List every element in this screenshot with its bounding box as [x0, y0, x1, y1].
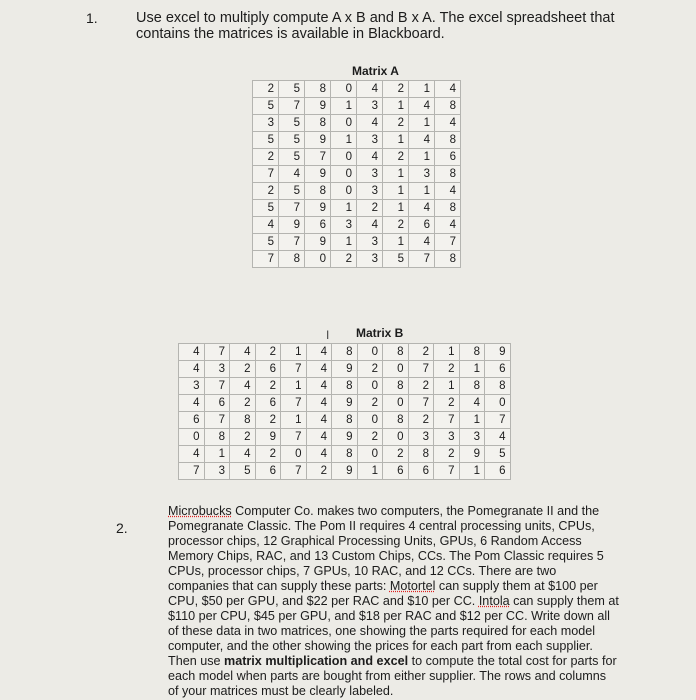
- matrix-cell[interactable]: 2: [255, 412, 281, 429]
- misspelled-word: Motortel: [389, 579, 436, 593]
- matrix-cell[interactable]: 7: [434, 412, 460, 429]
- matrix-cell[interactable]: 7: [281, 463, 307, 480]
- matrix-cell[interactable]: 4: [435, 115, 461, 132]
- matrix-cell[interactable]: 9: [305, 132, 331, 149]
- matrix-cell[interactable]: 4: [179, 395, 205, 412]
- matrix-cell[interactable]: 8: [435, 200, 461, 217]
- matrix-cell[interactable]: 5: [279, 183, 305, 200]
- matrix-cell[interactable]: 3: [434, 429, 460, 446]
- question-1-number: 1.: [86, 10, 98, 26]
- matrix-cell[interactable]: 7: [408, 395, 434, 412]
- misspelled-word: Intola: [478, 594, 510, 608]
- matrix-cell[interactable]: 3: [409, 166, 435, 183]
- matrix-cell[interactable]: 4: [357, 149, 383, 166]
- matrix-cell[interactable]: 4: [459, 395, 485, 412]
- matrix-cell[interactable]: 2: [357, 361, 383, 378]
- matrix-row: [253, 183, 461, 200]
- question-2-line-7: CPU, $50 per GPU, and $22 per RAC and $10 per CC. Intola can supply them at: [168, 594, 619, 608]
- matrix-cell[interactable]: 7: [253, 166, 279, 183]
- matrix-cell[interactable]: 0: [485, 395, 511, 412]
- matrix-cell[interactable]: 4: [306, 412, 332, 429]
- matrix-cell[interactable]: 6: [485, 463, 511, 480]
- matrix-cell[interactable]: 1: [331, 132, 357, 149]
- matrix-cell[interactable]: 2: [408, 344, 434, 361]
- matrix-cell[interactable]: 2: [357, 429, 383, 446]
- matrix-row: [253, 166, 461, 183]
- matrix-cell[interactable]: 4: [230, 378, 256, 395]
- question-2-line-10: computer, and the other showing the prices for each part from each supplier.: [168, 639, 593, 653]
- matrix-row: [179, 429, 511, 446]
- matrix-cell[interactable]: 4: [306, 344, 332, 361]
- matrix-cell[interactable]: 1: [459, 361, 485, 378]
- question-2-line-1: Microbucks Computer Co. makes two computers, the Pomegranate II and the: [168, 504, 600, 518]
- matrix-cell[interactable]: 4: [409, 132, 435, 149]
- matrix-row: [253, 115, 461, 132]
- matrix-cell[interactable]: 2: [255, 344, 281, 361]
- matrix-cell[interactable]: 9: [332, 463, 358, 480]
- matrix-row: [253, 132, 461, 149]
- matrix-cell[interactable]: 8: [408, 446, 434, 463]
- matrix-cell[interactable]: 0: [331, 81, 357, 98]
- matrix-cell[interactable]: 1: [434, 344, 460, 361]
- matrix-cell[interactable]: 5: [485, 446, 511, 463]
- misspelled-word: Microbucks: [168, 504, 232, 518]
- matrix-row: [179, 361, 511, 378]
- matrix-cell[interactable]: 4: [409, 234, 435, 251]
- matrix-cell[interactable]: 4: [357, 115, 383, 132]
- matrix-cell[interactable]: 1: [331, 98, 357, 115]
- matrix-cell[interactable]: 3: [357, 98, 383, 115]
- matrix-cell[interactable]: 2: [383, 115, 409, 132]
- matrix-cell[interactable]: 3: [357, 166, 383, 183]
- matrix-cell[interactable]: 1: [383, 234, 409, 251]
- matrix-row: [253, 251, 461, 268]
- matrix-cell[interactable]: 7: [409, 251, 435, 268]
- question-2-line-8: $110 per CPU, $45 per GPU, and $18 per RAC and $12 per CC. Write down all: [168, 609, 610, 623]
- matrix-cell[interactable]: 8: [459, 378, 485, 395]
- question-2-line-6: companies that can supply these parts: Motortel can supply them at $100 per: [168, 579, 598, 593]
- matrix-cell[interactable]: 1: [383, 183, 409, 200]
- matrix-cell[interactable]: 1: [459, 463, 485, 480]
- matrix-cell[interactable]: 9: [279, 217, 305, 234]
- matrix-cell[interactable]: 4: [435, 81, 461, 98]
- matrix-cell[interactable]: 7: [281, 361, 307, 378]
- matrix-row: [179, 446, 511, 463]
- matrix-cell[interactable]: 3: [331, 217, 357, 234]
- matrix-cell[interactable]: 9: [332, 361, 358, 378]
- matrix-cell[interactable]: 5: [253, 98, 279, 115]
- matrix-cell[interactable]: 8: [332, 378, 358, 395]
- matrix-cell[interactable]: 6: [179, 412, 205, 429]
- matrix-cell[interactable]: 3: [253, 115, 279, 132]
- question-1-line-1: Use excel to multiply compute A x B and B x A. The excel spreadsheet that: [136, 10, 615, 26]
- matrix-row: [253, 217, 461, 234]
- matrix-cell[interactable]: 8: [459, 344, 485, 361]
- matrix-cell[interactable]: 2: [230, 395, 256, 412]
- matrix-cell[interactable]: 9: [485, 344, 511, 361]
- matrix-cell[interactable]: 0: [331, 166, 357, 183]
- matrix-cell[interactable]: 9: [332, 429, 358, 446]
- matrix-cell[interactable]: 1: [409, 81, 435, 98]
- matrix-cell[interactable]: 2: [383, 149, 409, 166]
- matrix-cell[interactable]: 1: [459, 412, 485, 429]
- matrix-cell[interactable]: 2: [230, 429, 256, 446]
- matrix-cell[interactable]: 8: [435, 166, 461, 183]
- matrix-cell[interactable]: 7: [434, 463, 460, 480]
- matrix-cell[interactable]: 0: [305, 251, 331, 268]
- matrix-cell[interactable]: 7: [485, 412, 511, 429]
- matrix-cell[interactable]: 9: [459, 446, 485, 463]
- matrix-cell[interactable]: 1: [409, 149, 435, 166]
- matrix-cell[interactable]: 3: [179, 378, 205, 395]
- matrix-cell[interactable]: 1: [357, 463, 383, 480]
- matrix-cell[interactable]: 1: [204, 446, 230, 463]
- matrix-cell[interactable]: 3: [357, 234, 383, 251]
- matrix-cell[interactable]: 7: [279, 200, 305, 217]
- matrix-cell[interactable]: 0: [383, 361, 409, 378]
- matrix-row: [179, 344, 511, 361]
- matrix-cell[interactable]: 8: [435, 98, 461, 115]
- matrix-cell[interactable]: 4: [306, 429, 332, 446]
- matrix-cell[interactable]: 6: [255, 395, 281, 412]
- matrix-row: [253, 81, 461, 98]
- matrix-cell[interactable]: 2: [408, 412, 434, 429]
- matrix-cell[interactable]: 6: [255, 463, 281, 480]
- matrix-cell[interactable]: 1: [383, 166, 409, 183]
- matrix-cell[interactable]: 2: [383, 217, 409, 234]
- matrix-cell[interactable]: 2: [253, 149, 279, 166]
- matrix-cell[interactable]: 6: [435, 149, 461, 166]
- matrix-cell[interactable]: 0: [331, 115, 357, 132]
- matrix-cell[interactable]: 8: [485, 378, 511, 395]
- matrix-cell[interactable]: 8: [435, 132, 461, 149]
- matrix-cell[interactable]: 4: [306, 378, 332, 395]
- matrix-cell[interactable]: 5: [279, 132, 305, 149]
- matrix-cell[interactable]: 3: [204, 361, 230, 378]
- matrix-cell[interactable]: 0: [383, 429, 409, 446]
- matrix-a-title: Matrix A: [352, 64, 399, 78]
- matrix-cell[interactable]: 7: [279, 98, 305, 115]
- question-2-text: [168, 504, 643, 699]
- matrix-cell[interactable]: 5: [279, 149, 305, 166]
- matrix-cell[interactable]: 6: [204, 395, 230, 412]
- matrix-cell[interactable]: 2: [434, 446, 460, 463]
- matrix-cell[interactable]: 7: [204, 412, 230, 429]
- matrix-cell[interactable]: 2: [383, 446, 409, 463]
- matrix-cell[interactable]: 6: [485, 361, 511, 378]
- matrix-cell[interactable]: 5: [230, 463, 256, 480]
- question-2-line-4: Memory Chips, RAC, and 13 Custom Chips, CCs. The Pom Classic requires 5: [168, 549, 604, 563]
- matrix-cell[interactable]: 6: [255, 361, 281, 378]
- matrix-cell[interactable]: 6: [305, 217, 331, 234]
- matrix-cell[interactable]: 1: [383, 98, 409, 115]
- matrix-a-table[interactable]: [252, 80, 461, 268]
- matrix-cell[interactable]: 8: [332, 446, 358, 463]
- matrix-cell[interactable]: 5: [253, 200, 279, 217]
- matrix-cell[interactable]: 4: [409, 98, 435, 115]
- matrix-cell[interactable]: 2: [306, 463, 332, 480]
- matrix-cell[interactable]: 4: [357, 217, 383, 234]
- matrix-cell[interactable]: 8: [305, 183, 331, 200]
- matrix-cell[interactable]: 5: [279, 81, 305, 98]
- matrix-cell[interactable]: 6: [383, 463, 409, 480]
- matrix-b-table[interactable]: [178, 343, 511, 480]
- matrix-cell[interactable]: 1: [331, 234, 357, 251]
- matrix-cell[interactable]: 2: [408, 378, 434, 395]
- matrix-cell[interactable]: 2: [255, 446, 281, 463]
- matrix-cell[interactable]: 0: [179, 429, 205, 446]
- matrix-cell[interactable]: 4: [409, 200, 435, 217]
- matrix-cell[interactable]: 2: [253, 183, 279, 200]
- matrix-row: [253, 98, 461, 115]
- matrix-b-title: Matrix B: [356, 326, 404, 340]
- matrix-row: [179, 378, 511, 395]
- matrix-cell[interactable]: 1: [383, 132, 409, 149]
- matrix-cell[interactable]: 7: [279, 234, 305, 251]
- matrix-cell[interactable]: 2: [331, 251, 357, 268]
- matrix-cell[interactable]: 8: [383, 378, 409, 395]
- matrix-cell[interactable]: 7: [305, 149, 331, 166]
- matrix-cell[interactable]: 7: [179, 463, 205, 480]
- matrix-cell[interactable]: 4: [179, 344, 205, 361]
- matrix-cell[interactable]: 7: [281, 429, 307, 446]
- matrix-cell[interactable]: 5: [279, 115, 305, 132]
- matrix-cell[interactable]: 4: [306, 361, 332, 378]
- question-2-line-5: CPUs, processor chips, 7 GPUs, 10 RAC, and 12 CCs. There are two: [168, 564, 557, 578]
- matrix-cell[interactable]: 5: [253, 132, 279, 149]
- matrix-cell[interactable]: 9: [255, 429, 281, 446]
- matrix-cell[interactable]: 1: [434, 378, 460, 395]
- matrix-cell[interactable]: 2: [255, 378, 281, 395]
- matrix-cell[interactable]: 8: [435, 251, 461, 268]
- question-2-line-3: processor chips, 12 Graphical Processing Units, GPUs, 6 Random Access: [168, 534, 582, 548]
- matrix-cell[interactable]: 2: [383, 81, 409, 98]
- matrix-cell[interactable]: 4: [230, 344, 256, 361]
- matrix-cell[interactable]: 4: [485, 429, 511, 446]
- matrix-cell[interactable]: 2: [357, 200, 383, 217]
- matrix-cell[interactable]: 7: [281, 395, 307, 412]
- matrix-cell[interactable]: 2: [253, 81, 279, 98]
- matrix-cell[interactable]: 4: [253, 217, 279, 234]
- matrix-cell[interactable]: 6: [409, 217, 435, 234]
- matrix-row: [179, 463, 511, 480]
- matrix-cell[interactable]: 4: [179, 446, 205, 463]
- matrix-cell[interactable]: 0: [357, 446, 383, 463]
- matrix-cell[interactable]: 8: [305, 81, 331, 98]
- matrix-row: [179, 412, 511, 429]
- matrix-cell[interactable]: 8: [279, 251, 305, 268]
- matrix-cell[interactable]: 3: [204, 463, 230, 480]
- matrix-cell[interactable]: 2: [357, 395, 383, 412]
- matrix-row: [179, 395, 511, 412]
- matrix-cell[interactable]: 7: [408, 361, 434, 378]
- matrix-cell[interactable]: 4: [306, 395, 332, 412]
- matrix-cell[interactable]: 6: [408, 463, 434, 480]
- question-2-line-11: Then use matrix multiplication and excel to compute the total cost for parts for: [168, 654, 617, 668]
- question-2-number: 2.: [116, 520, 128, 536]
- matrix-cell[interactable]: 8: [305, 115, 331, 132]
- matrix-cell[interactable]: 1: [383, 200, 409, 217]
- matrix-cell[interactable]: 0: [357, 344, 383, 361]
- matrix-cell[interactable]: 9: [305, 200, 331, 217]
- matrix-cell[interactable]: 1: [331, 200, 357, 217]
- matrix-cell[interactable]: 5: [253, 234, 279, 251]
- matrix-cell[interactable]: 8: [383, 412, 409, 429]
- matrix-cell[interactable]: 0: [383, 395, 409, 412]
- matrix-row: [253, 149, 461, 166]
- matrix-cell[interactable]: 3: [357, 132, 383, 149]
- matrix-cell[interactable]: 1: [409, 115, 435, 132]
- question-1-text: [136, 10, 676, 42]
- question-2-line-9: of these data in two matrices, one showing the parts required for each model: [168, 624, 596, 638]
- matrix-cell[interactable]: 3: [408, 429, 434, 446]
- matrix-cell[interactable]: 4: [179, 361, 205, 378]
- matrix-cell[interactable]: 1: [281, 412, 307, 429]
- matrix-cell[interactable]: 3: [357, 251, 383, 268]
- question-2-line-2: Pomegranate Classic. The Pom II requires 4 central processing units, CPUs,: [168, 519, 595, 533]
- matrix-row: [253, 200, 461, 217]
- matrix-cell[interactable]: 8: [204, 429, 230, 446]
- matrix-cell[interactable]: 9: [305, 234, 331, 251]
- matrix-cell[interactable]: 0: [281, 446, 307, 463]
- matrix-cell[interactable]: 9: [305, 166, 331, 183]
- matrix-cell[interactable]: 8: [230, 412, 256, 429]
- matrix-cell[interactable]: 2: [434, 395, 460, 412]
- matrix-cell[interactable]: 4: [435, 217, 461, 234]
- matrix-cell[interactable]: 1: [281, 378, 307, 395]
- question-1-line-2: contains the matrices is available in Blackboard.: [136, 26, 445, 42]
- matrix-cell[interactable]: 7: [435, 234, 461, 251]
- matrix-cell[interactable]: 3: [357, 183, 383, 200]
- matrix-cell[interactable]: 0: [357, 412, 383, 429]
- matrix-cell[interactable]: 0: [331, 183, 357, 200]
- matrix-cell[interactable]: 8: [332, 412, 358, 429]
- matrix-cell[interactable]: 4: [279, 166, 305, 183]
- matrix-cell[interactable]: 1: [409, 183, 435, 200]
- matrix-cell[interactable]: 9: [305, 98, 331, 115]
- matrix-cell[interactable]: 4: [435, 183, 461, 200]
- matrix-cell[interactable]: 4: [230, 446, 256, 463]
- matrix-cell[interactable]: 2: [434, 361, 460, 378]
- matrix-cell[interactable]: 7: [204, 344, 230, 361]
- matrix-cell[interactable]: 7: [204, 378, 230, 395]
- bold-phrase: matrix multiplication and excel: [224, 654, 409, 668]
- matrix-cell[interactable]: 2: [230, 361, 256, 378]
- matrix-cell[interactable]: 0: [357, 378, 383, 395]
- text-cursor-icon: I: [326, 328, 330, 342]
- question-2-line-12: each model when parts are bought from either supplier. The rows and columns: [168, 669, 606, 683]
- matrix-row: [253, 234, 461, 251]
- matrix-cell[interactable]: 0: [331, 149, 357, 166]
- matrix-cell[interactable]: 3: [459, 429, 485, 446]
- matrix-cell[interactable]: 8: [332, 344, 358, 361]
- matrix-cell[interactable]: 8: [383, 344, 409, 361]
- matrix-cell[interactable]: 7: [253, 251, 279, 268]
- matrix-cell[interactable]: 4: [306, 446, 332, 463]
- matrix-cell[interactable]: 9: [332, 395, 358, 412]
- question-2-line-13: of your matrices must be clearly labeled.: [168, 684, 394, 698]
- matrix-cell[interactable]: 5: [383, 251, 409, 268]
- matrix-cell[interactable]: 1: [281, 344, 307, 361]
- matrix-cell[interactable]: 4: [357, 81, 383, 98]
